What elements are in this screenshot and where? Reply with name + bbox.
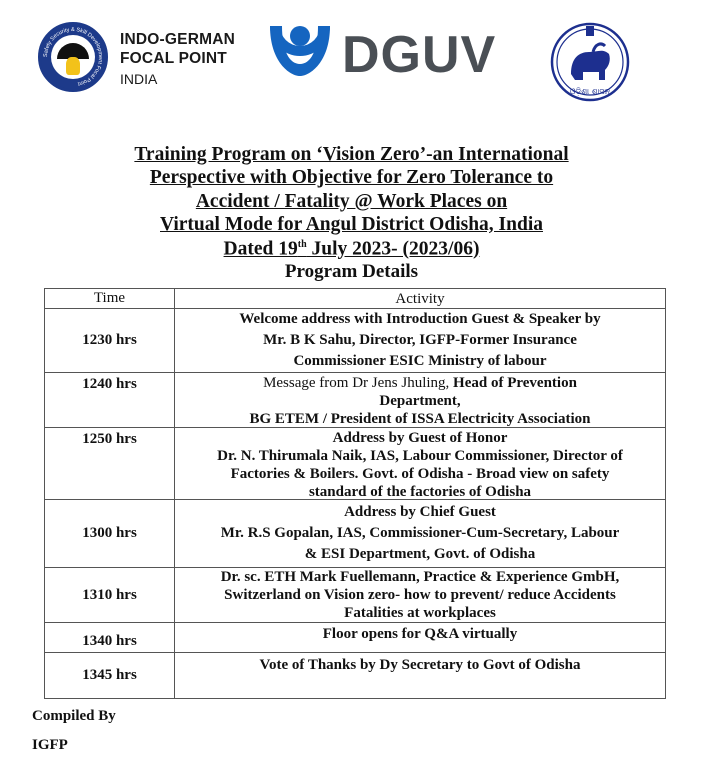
activity-cell: Message from Dr Jens Jhuling, Head of Prevention Department, BG ETEM / President of ISSA Electricity Association [249, 375, 591, 427]
table-row [45, 372, 665, 427]
time-cell: 1230 hrs [45, 309, 175, 372]
svg-text:Safety Security & Skill Develo: Safety Security & Skill Development Focal Point [42, 26, 104, 87]
activity-cell: Dr. sc. ETH Mark Fuellemann, Practice & Experience GmbH, Switzerland on Vision zero- how to prevent/ reduce Accidents Fatalities at workplaces [220, 569, 620, 621]
igfp-name-line1: INDO-GERMAN [120, 31, 235, 48]
time-column-header: Time [45, 289, 175, 308]
time-cell: 1310 hrs [45, 568, 175, 622]
title-line-3: Accident / Fatality @ Work Places on [195, 191, 508, 212]
igfp-country: INDIA [120, 71, 158, 87]
activity-cell: Address by Chief Guest Mr. R.S Gopalan, IAS, Commissioner-Cum-Secretary, Labour & ESI Department, Govt. of Odisha [220, 504, 620, 562]
activity-cell: Vote of Thanks by Dy Secretary to Govt of Odisha [259, 657, 581, 673]
activity-cell: Floor opens for Q&A virtually [322, 626, 518, 642]
igfp-logo [38, 22, 108, 92]
activity-column-header: Activity [395, 290, 445, 307]
title-line-2: Perspective with Objective for Zero Tolerance to [149, 167, 554, 188]
compiled-by-org: IGFP [32, 737, 68, 753]
time-cell: 1345 hrs [45, 653, 175, 698]
title-line-5: Dated 19th July 2023- (2023/06) [223, 238, 480, 260]
table-row [45, 622, 665, 652]
table-row [45, 499, 665, 567]
activity-cell: Address by Guest of Honor Dr. N. Thirumala Naik, IAS, Labour Commissioner, Director of Factories & Boilers. Govt. of Odisha - Broad view on safety standard of the factories of Odisha [217, 430, 623, 500]
time-cell: 1340 hrs [45, 623, 175, 652]
compiled-by-label: Compiled By [32, 708, 116, 724]
time-cell: 1250 hrs [45, 428, 175, 499]
program-schedule-table [44, 288, 666, 699]
table-header-row [45, 289, 665, 308]
dguv-logo-icon [268, 22, 332, 78]
svg-text:ଓଡ଼ିଶା ଶାସନ: ଓଡ଼ିଶା ଶାସନ [569, 87, 611, 96]
activity-cell: Welcome address with Introduction Guest & Speaker by Mr. B K Sahu, Director, IGFP-Former Insurance Commissioner ESIC Ministry of labour [239, 311, 601, 369]
igfp-wordmark [120, 30, 235, 88]
program-details-heading: Program Details [284, 261, 419, 282]
title-line-4: Virtual Mode for Angul District Odisha, India [160, 214, 543, 235]
time-cell: 1300 hrs [45, 500, 175, 567]
odisha-emblem-icon [549, 18, 631, 106]
time-cell: 1240 hrs [45, 373, 175, 427]
table-row [45, 652, 665, 698]
igfp-name-line2: FOCAL POINT [120, 50, 227, 67]
table-row [45, 567, 665, 622]
table-row [45, 427, 665, 499]
dguv-wordmark: DGUV [342, 26, 497, 84]
title-line-1: Training Program on ‘Vision Zero’-an International [134, 144, 569, 165]
table-row [45, 308, 665, 372]
